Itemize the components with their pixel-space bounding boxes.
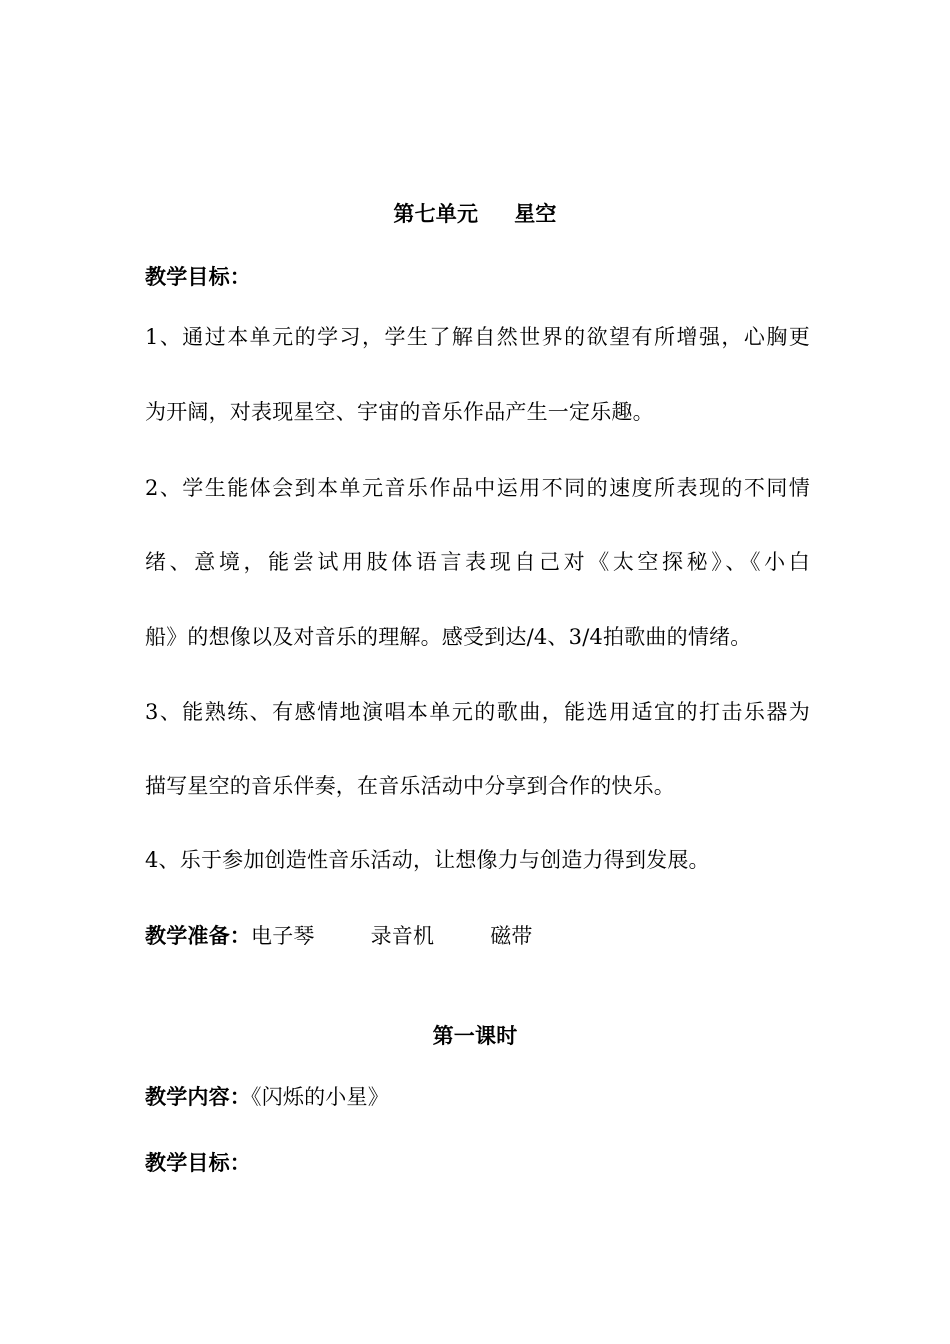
unit-title-number: 第七单元 [393,201,479,226]
preparation-line [145,922,810,950]
objective-4-line-1: 4、乐于参加创造性音乐活动，让想像力与创造力得到发展。 [145,848,710,872]
unit-title [0,200,950,228]
preparation-label: 教学准备： [145,923,251,948]
unit-title-name: 星空 [514,201,557,226]
lesson-title: 第一课时 [432,1023,518,1048]
preparation-item-recorder: 录音机 [370,924,435,948]
objective-3-line-2: 描写星空的音乐伴奏，在音乐活动中分享到合作的快乐。 [145,774,675,798]
objective-1-line-2: 为开阔，对表现星空、宇宙的音乐作品产生一定乐趣。 [145,400,654,424]
objective-2-line-3: 船》的想像以及对音乐的理解。感受到达/4、3/4拍歌曲的情绪。 [145,625,752,649]
objectives-heading: 教学目标： [145,264,251,289]
objective-3-line-1: 3、能熟练、有感情地演唱本单元的歌曲，能选用适宜的打击乐器为 [145,700,810,724]
content-line [145,1083,810,1111]
content-value: 《闪烁的小星》 [251,1085,389,1109]
objective-1-line-1: 1、通过本单元的学习，学生了解自然世界的欲望有所增强，心胸更 [145,325,810,349]
objective-2-line-1: 2、学生能体会到本单元音乐作品中运用不同的速度所表现的不同情 [145,476,810,500]
objectives-heading-2: 教学目标： [145,1150,251,1175]
content-label: 教学内容： [145,1084,251,1109]
objective-2-line-2: 绪、意境，能尝试用肢体语言表现自己对《太空探秘》、《小白 [145,550,810,574]
preparation-item-keyboard: 电子琴 [251,924,315,948]
preparation-item-tape: 磁带 [490,924,533,948]
